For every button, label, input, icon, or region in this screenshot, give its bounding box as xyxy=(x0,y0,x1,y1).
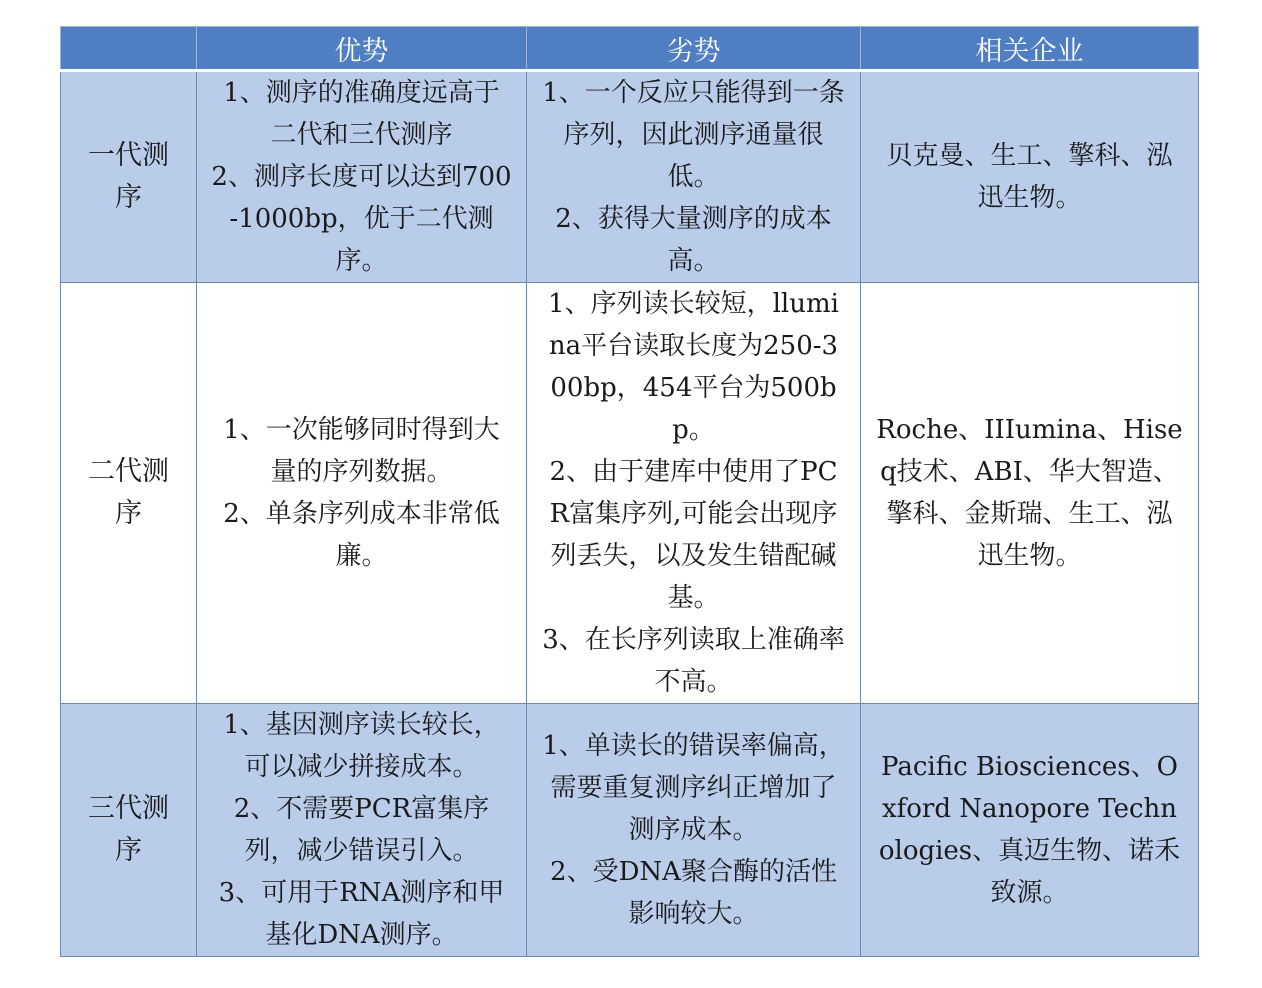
header-advantages: 优势 xyxy=(197,27,527,71)
advantage-item: 1、一次能够同时得到大量的序列数据。 xyxy=(223,415,500,487)
disadvantage-item: 1、单读长的错误率偏高，需要重复测序纠正增加了测序成本。 xyxy=(542,731,845,845)
companies-cell: 贝克曼、生工、擎科、泓迅生物。 xyxy=(861,71,1199,283)
header-empty xyxy=(61,27,197,71)
advantage-item: 2、不需要PCR富集序列，减少错误引入。 xyxy=(233,794,490,866)
header-disadvantages: 劣势 xyxy=(527,27,861,71)
disadvantages-cell xyxy=(527,704,861,957)
disadvantages-cell xyxy=(527,71,861,283)
advantage-item: 2、单条序列成本非常低廉。 xyxy=(223,499,500,571)
row-label: 一代测序 xyxy=(61,71,197,283)
sequencing-comparison-table xyxy=(60,26,1199,957)
disadvantage-item: 2、获得大量测序的成本高。 xyxy=(555,204,832,276)
companies-cell: Roche、IIIumina、Hiseq技术、ABI、华大智造、擎科、金斯瑞、生工、泓迅生物。 xyxy=(861,283,1199,704)
table-row-first-gen xyxy=(61,71,1199,283)
advantage-item: 2、测序长度可以达到700-1000bp，优于二代测序。 xyxy=(211,162,512,276)
disadvantage-item: 1、一个反应只能得到一条序列，因此测序通量很低。 xyxy=(542,78,845,192)
row-label: 二代测序 xyxy=(61,283,197,704)
advantages-cell xyxy=(197,283,527,704)
disadvantage-item: 3、在长序列读取上准确率不高。 xyxy=(542,625,845,697)
row-label: 三代测序 xyxy=(61,704,197,957)
header-row xyxy=(61,27,1199,71)
disadvantage-item: 2、由于建库中使用了PCR富集序列,可能会出现序列丢失，以及发生错配碱基。 xyxy=(549,457,838,613)
companies-cell: Pacific Biosciences、Oxford Nanopore Technologies、真迈生物、诺禾致源。 xyxy=(861,704,1199,957)
advantage-item: 1、测序的准确度远高于二代和三代测序 xyxy=(223,78,500,150)
disadvantages-cell xyxy=(527,283,861,704)
advantages-cell xyxy=(197,704,527,957)
disadvantage-item: 1、序列读长较短，llumina平台读取长度为250-300bp，454平台为500bp。 xyxy=(548,289,839,445)
table-row-third-gen xyxy=(61,704,1199,957)
advantage-item: 1、基因测序读长较长，可以减少拼接成本。 xyxy=(223,710,500,782)
disadvantage-item: 2、受DNA聚合酶的活性影响较大。 xyxy=(550,857,837,929)
advantage-item: 3、可用于RNA测序和甲基化DNA测序。 xyxy=(218,878,505,950)
header-companies: 相关企业 xyxy=(861,27,1199,71)
advantages-cell xyxy=(197,71,527,283)
table-row-second-gen xyxy=(61,283,1199,704)
